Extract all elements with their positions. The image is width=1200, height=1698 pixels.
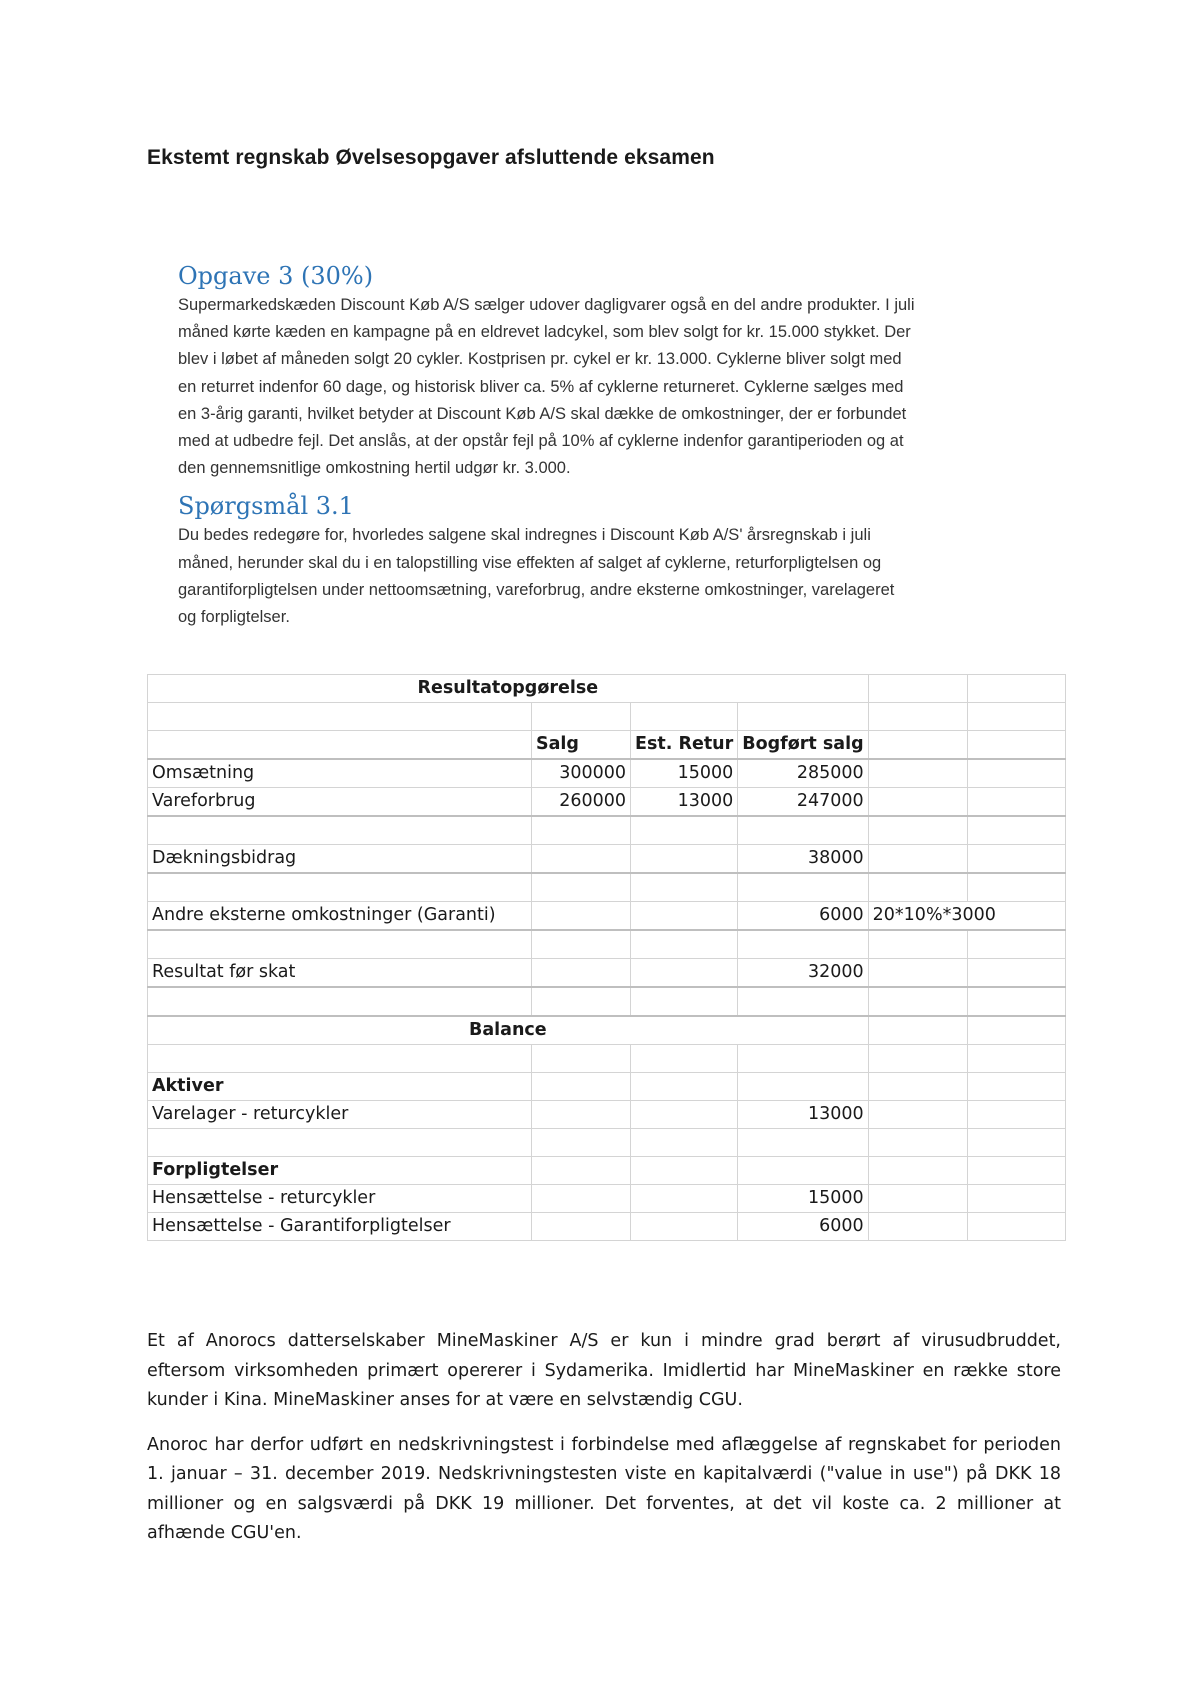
task-line: blev i løbet af måneden solgt 20 cykler. Kostprisen pr. cykel er kr. 13.000. Cyklerne bliver solgt med [178, 350, 902, 369]
sheet-row-cogs [148, 788, 1066, 817]
task-heading: Opgave 3 (30%) [178, 262, 374, 290]
sheet-row-liabilities [148, 1157, 1066, 1185]
row-label: Resultat før skat [148, 959, 532, 988]
col-header-booked: Bogført salg [738, 731, 868, 760]
cell-value: 15000 [738, 1185, 868, 1213]
sheet-row-provision-warranty [148, 1213, 1066, 1241]
document-title: Ekstemt regnskab Øvelsesopgaver afsluttende eksamen [147, 146, 715, 169]
sheet-row-inventory [148, 1101, 1066, 1129]
row-label: Hensættelse - returcykler [148, 1185, 532, 1213]
sheet-row [148, 1129, 1066, 1157]
question-line: og forpligtelser. [178, 608, 290, 627]
question-text [178, 522, 1028, 631]
sheet-row [148, 816, 1066, 845]
sheet-row-contribution [148, 845, 1066, 874]
task-line: den gennemsnitlige omkostning hertil udgør kr. 3.000. [178, 459, 571, 478]
body-text [147, 1327, 1061, 1564]
question-line: måned, herunder skal du i en talopstilling vise effekten af salget af cyklerne, returforpligtelsen og [178, 553, 882, 572]
question-line: garantiforpligtelsen under nettoomsætning, vareforbrug, andre eksterne omkostninger, varelageret [178, 580, 895, 599]
cell-value: 32000 [738, 959, 868, 988]
cell-value: 13000 [738, 1101, 868, 1129]
cell-value: 285000 [738, 759, 868, 788]
sheet-row [148, 703, 1066, 731]
sheet-row-pre-tax [148, 959, 1066, 988]
sheet-row [148, 987, 1066, 1016]
accounting-sheet [147, 674, 1066, 1241]
task-line: med at udbedre fejl. Det anslås, at der opstår fejl på 10% af cyklerne indenfor garantiperioden og at [178, 432, 904, 451]
cell-value: 13000 [631, 788, 738, 817]
income-statement-title: Resultatopgørelse [148, 675, 869, 703]
row-label: Vareforbrug [148, 788, 532, 817]
cell-value: 15000 [631, 759, 738, 788]
task-text [178, 292, 1028, 482]
sheet-row-provision-returns [148, 1185, 1066, 1213]
row-label: Hensættelse - Garantiforpligtelser [148, 1213, 532, 1241]
sheet-row-other-costs [148, 902, 1066, 931]
task-excerpt [178, 262, 1028, 631]
col-header-sales: Salg [532, 731, 631, 760]
sheet-row-revenue [148, 759, 1066, 788]
assets-label: Aktiver [148, 1073, 532, 1101]
sheet-row [148, 1016, 1066, 1045]
row-label: Varelager - returcykler [148, 1101, 532, 1129]
col-header-est-return: Est. Retur [631, 731, 738, 760]
sheet-row [148, 1045, 1066, 1073]
question-line: Du bedes redegøre for, hvorledes salgene skal indregnes i Discount Køb A/S' årsregnskab i juli [178, 526, 871, 545]
paragraph: Et af Anorocs datterselskaber MineMaskiner A/S er kun i mindre grad berørt af virusudbruddet, eftersom virksomheden primært opererer i Sydamerika. Imidlertid har MineMaskiner en række store kunder i Kina. MineMaskiner anses for at være en selvstændig CGU. [147, 1331, 1061, 1410]
cell-value: 260000 [532, 788, 631, 817]
cell-value: 6000 [738, 902, 868, 931]
task-line: måned kørte kæden en kampagne på en eldrevet ladcykel, som blev solgt for kr. 15.000 stykket. Der [178, 323, 911, 342]
row-label: Dækningsbidrag [148, 845, 532, 874]
cell-value: 300000 [532, 759, 631, 788]
liabilities-label: Forpligtelser [148, 1157, 532, 1185]
row-label: Andre eksterne omkostninger (Garanti) [148, 902, 532, 931]
paragraph: Anoroc har derfor udført en nedskrivningstest i forbindelse med aflæggelse af regnskabet for perioden 1. januar – 31. december 2019. Nedskrivningstesten viste en kapitalværdi ("value in use") på DKK 18 millioner og en salgsværdi på DKK 19 millioner. Det forventes, at det vil koste ca. 2 millioner at afhænde CGU'en. [147, 1434, 1061, 1543]
question-heading: Spørgsmål 3.1 [178, 492, 354, 521]
task-line: Supermarkedskæden Discount Køb A/S sælger udover dagligvarer også en del andre produkter. I juli [178, 296, 915, 314]
row-label: Omsætning [148, 759, 532, 788]
cell-value: 6000 [738, 1213, 868, 1241]
cell-value: 38000 [738, 845, 868, 874]
cell-value: 247000 [738, 788, 868, 817]
sheet-row-assets [148, 1073, 1066, 1101]
sheet-row [148, 731, 1066, 760]
sheet-row [148, 873, 1066, 902]
sheet-row [148, 930, 1066, 959]
task-line: en returret indenfor 60 dage, og historisk bliver ca. 5% af cyklerne returneret. Cyklerne sælges med [178, 377, 904, 396]
task-line: en 3-årig garanti, hvilket betyder at Discount Køb A/S skal dække de omkostninger, der er forbundet [178, 404, 907, 423]
balance-title: Balance [148, 1016, 869, 1045]
sheet-row [148, 675, 1066, 703]
formula-note: 20*10%*3000 [868, 902, 1065, 931]
